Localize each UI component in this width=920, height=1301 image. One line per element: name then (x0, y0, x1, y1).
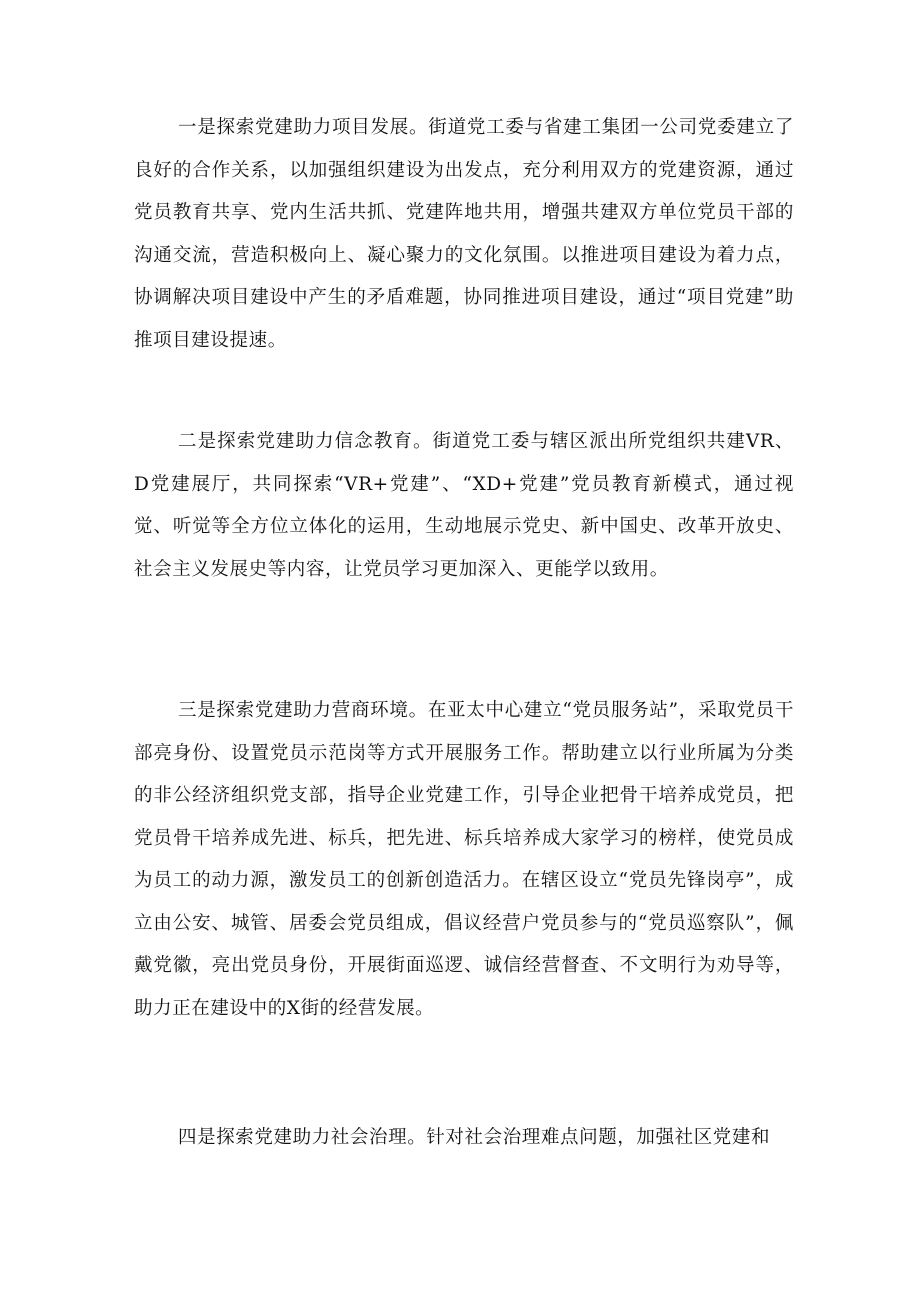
paragraph-business-environment: 三是探索党建助力营商环境。在亚太中心建立“党员服务站”，采取党员干部亮身份、设置党员示范岗等方式开展服务工作。帮助建立以行业所属为分类的非公经济组织党支部，指导企业党建工作，引导企业把骨干培养成党员，把党员骨干培养成先进、标兵，把先进、标兵培养成大家学习的榜样，使党员成为员工的动力源，激发员工的创新创造活力。在辖区设立“党员先锋岗亭”，成立由公安、城管、居委会党员组成，倡议经营户党员参与的“党员巡察队”，佩戴党徽，亮出党员身份，开展街面巡逻、诚信经营督查、不文明行为劝导等，助力正在建设中的X街的经营发展。 (134, 700, 794, 1019)
paragraph-belief-education: 二是探索党建助力信念教育。街道党工委与辖区派出所党组织共建VR、D党建展厅，共同探索“VR+党建”、“XD+党建”党员教育新模式，通过视觉、听觉等全方位立体化的运用，生动地展示党史、新中国史、改革开放史、社会主义发展史等内容，让党员学习更加深入、更能学以致用。 (134, 431, 794, 580)
paragraph-social-governance: 四是探索党建助力社会治理。针对社会治理难点问题，加强社区党建和 (178, 1127, 771, 1148)
paragraph-project-development: 一是探索党建助力项目发展。街道党工委与省建工集团一公司党委建立了良好的合作关系，以加强组织建设为出发点，充分利用双方的党建资源，通过党员教育共享、党内生活共抓、党建阵地共用，增强共建双方单位党员干部的沟通交流，营造积极向上、凝心聚力的文化氛围。以推进项目建设为着力点，协调解决项目建设中产生的矛盾难题，协同推进项目建设，通过“项目党建”助推项目建设提速。 (134, 117, 794, 351)
